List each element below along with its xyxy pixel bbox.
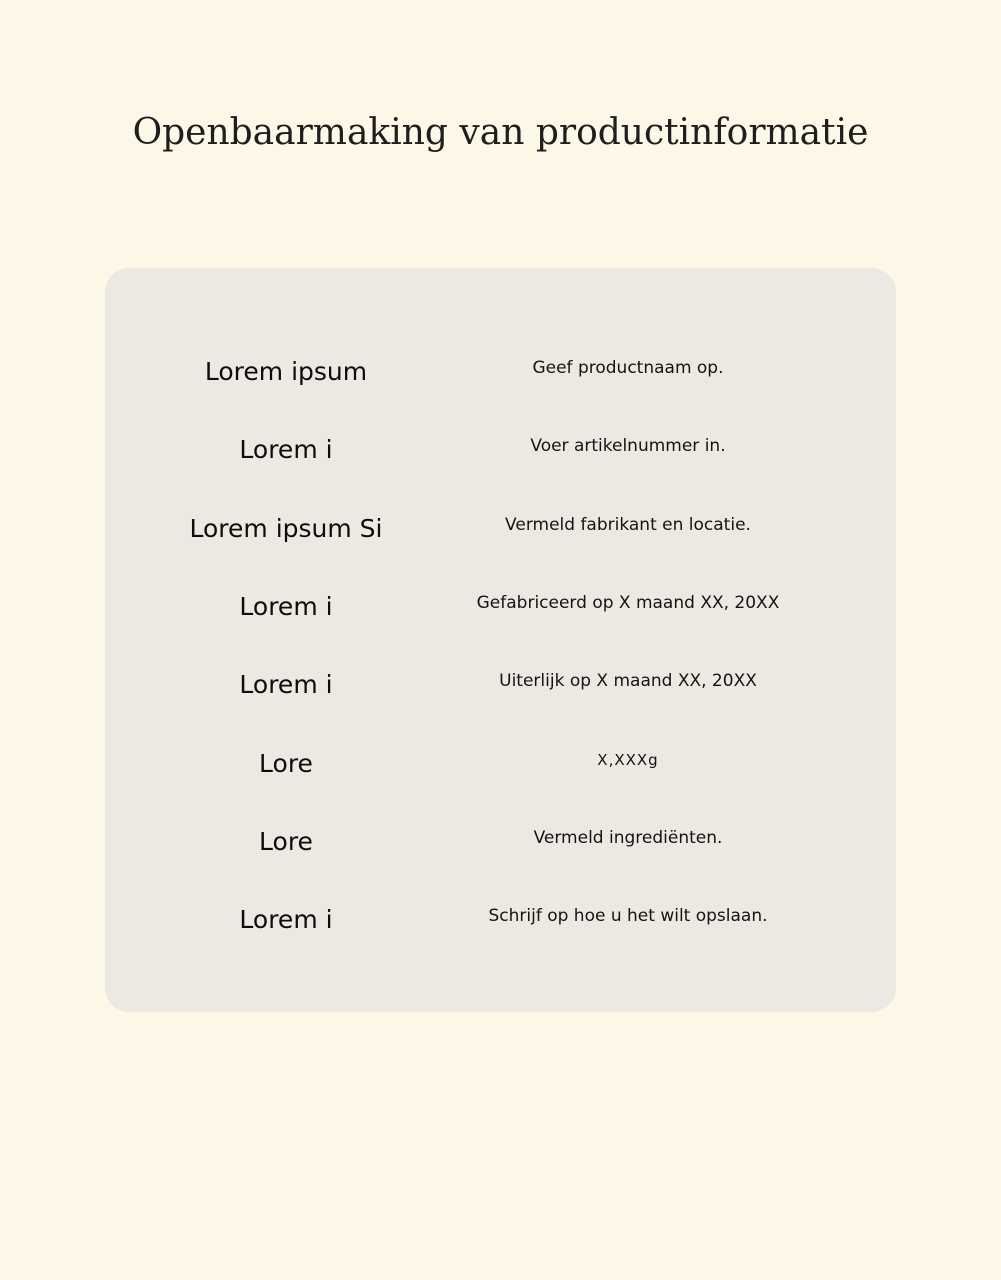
row-label: Lorem ipsum [204, 357, 368, 386]
row-label: Lorem i [239, 670, 333, 699]
info-row-ingredients [105, 822, 896, 862]
row-value: Schrijf op hoe u het wilt opslaan. [488, 906, 768, 926]
row-value: Voer artikelnummer in. [530, 436, 726, 456]
row-value: Vermeld fabrikant en locatie. [505, 515, 751, 535]
page-title: Openbaarmaking van productinformatie [132, 112, 869, 153]
row-label: Lorem i [239, 435, 333, 464]
product-info-card [105, 268, 896, 1012]
row-value: Geef productnaam op. [532, 358, 724, 378]
row-value: Gefabriceerd op X maand XX, 20XX [476, 593, 780, 613]
row-label: Lorem ipsum Si [189, 514, 383, 543]
row-label: Lorem i [239, 592, 333, 621]
row-label: Lore [259, 827, 313, 856]
info-row-product-name [105, 352, 896, 392]
info-row-weight [105, 744, 896, 784]
row-value: Uiterlijk op X maand XX, 20XX [499, 671, 757, 691]
info-row-manufactured-date [105, 587, 896, 627]
row-label: Lore [259, 749, 313, 778]
info-row-expiry-date [105, 665, 896, 705]
row-label: Lorem i [239, 905, 333, 934]
info-row-manufacturer [105, 509, 896, 549]
info-row-storage [105, 900, 896, 940]
row-value: Vermeld ingrediënten. [533, 828, 723, 848]
info-row-item-number [105, 430, 896, 470]
row-value: X,XXXg [597, 751, 659, 769]
